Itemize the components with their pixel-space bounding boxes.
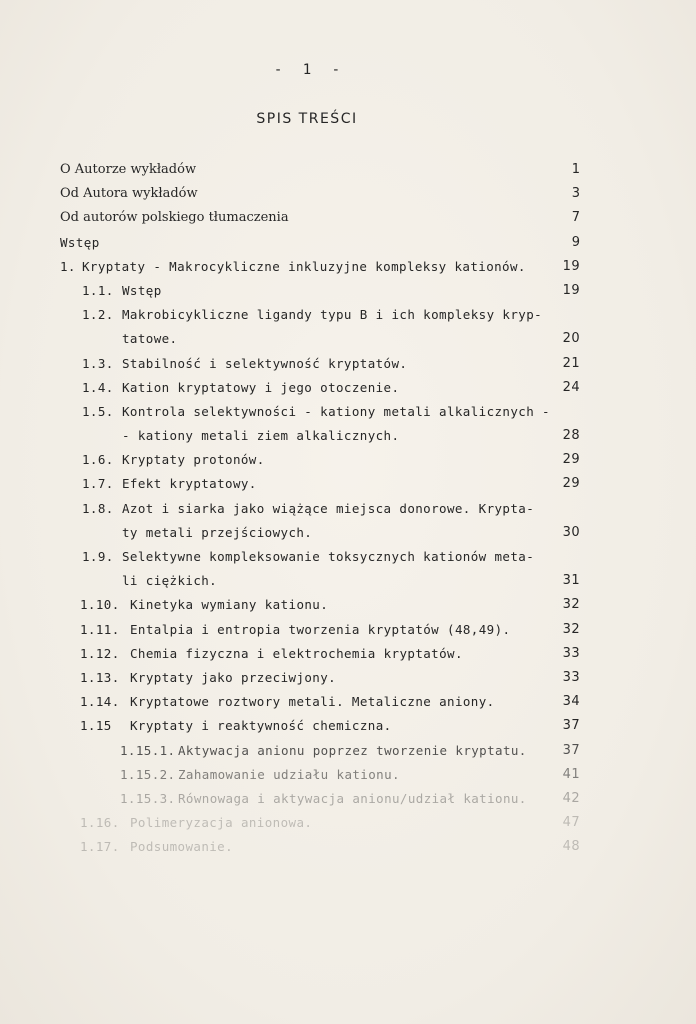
toc-entry xyxy=(60,206,580,230)
toc-entry xyxy=(60,376,580,400)
toc-entry-title: Makrobicykliczne ligandy typu B i ich kompleksy kryp- xyxy=(122,307,543,323)
toc-entry xyxy=(60,303,580,327)
toc-entry-title: Kontrola selektywności - kationy metali alkalicznych - xyxy=(122,403,550,419)
toc-entry xyxy=(60,182,580,206)
toc-entry xyxy=(60,835,580,859)
toc-entry-page: 41 xyxy=(562,766,580,782)
toc-entry xyxy=(60,593,580,617)
toc-entry-title: Od Autora wykładów xyxy=(60,186,198,202)
toc-entry-page: 29 xyxy=(562,452,580,468)
toc-entry-page: 32 xyxy=(562,621,580,637)
toc-entry-number: 1.16. xyxy=(80,815,120,831)
toc-entry-title: Entalpia i entropia tworzenia kryptatów (48,49). xyxy=(130,621,511,637)
toc-entry xyxy=(60,352,580,376)
toc-entry-page: 34 xyxy=(562,694,580,710)
toc-entry xyxy=(60,618,580,642)
toc-entry-number: 1.3. xyxy=(82,355,114,371)
toc-entry-number: 1.4. xyxy=(82,379,114,395)
toc-entry-number: 1.1. xyxy=(82,282,114,298)
toc-entry-page: 33 xyxy=(562,669,580,685)
toc-entry-title: Kryptatowe roztwory metali. Metaliczne aniony. xyxy=(130,694,495,710)
toc-entry-title: Efekt kryptatowy. xyxy=(122,476,257,492)
toc-entry xyxy=(60,448,580,472)
toc-entry-page: 47 xyxy=(562,815,580,831)
toc-entry-continuation xyxy=(60,424,580,448)
toc-entry-number: 1.9. xyxy=(82,549,114,564)
toc-entry-title: Kryptaty i reaktywność chemiczna. xyxy=(130,718,392,734)
toc-entry-number: 1.15.2. xyxy=(120,766,176,782)
toc-entry-number: 1.15 xyxy=(80,718,112,734)
toc-entry-title-cont: ty metali przejściowych. xyxy=(122,524,313,540)
toc-entry-title: Kation kryptatowy i jego otoczenie. xyxy=(122,379,400,395)
toc-entry-title: Selektywne kompleksowanie toksycznych kationów meta- xyxy=(122,549,535,564)
toc-entry-page: 9 xyxy=(571,234,580,250)
toc-entry-page: 7 xyxy=(571,210,580,226)
toc-entry-number: 1.14. xyxy=(80,694,120,710)
toc-entry-continuation xyxy=(60,569,580,593)
toc-entry xyxy=(60,787,580,811)
toc-entry xyxy=(60,763,580,787)
toc-entry-number: 1.12. xyxy=(80,645,120,661)
toc-entry-page: 32 xyxy=(562,597,580,613)
toc-entry xyxy=(60,497,580,521)
toc-title: SPIS TREŚCI xyxy=(256,111,358,127)
toc-entry-title-cont: li ciężkich. xyxy=(122,573,218,589)
toc-entry-page: 19 xyxy=(562,258,580,274)
toc-entry xyxy=(60,642,580,666)
toc-entry-number: 1.15.1. xyxy=(120,742,176,758)
toc-entry-title: Kryptaty protonów. xyxy=(122,452,265,468)
toc-entry-title-cont: - kationy metali ziem alkalicznych. xyxy=(122,428,400,444)
toc-entry-title: Równowaga i aktywacja anionu/udział kationu. xyxy=(178,790,527,806)
toc-entry-number: 1.13. xyxy=(80,669,120,685)
toc-entry-page: 3 xyxy=(571,186,580,202)
toc-entry-page: 48 xyxy=(562,839,580,855)
toc-entry xyxy=(60,400,580,424)
toc-entry xyxy=(60,545,580,569)
toc-entry-number: 1.10. xyxy=(80,597,120,613)
toc-entry xyxy=(60,279,580,303)
toc-entry-page: 29 xyxy=(562,476,580,492)
toc-entry xyxy=(60,811,580,835)
toc-entry-title: Aktywacja anionu poprzez tworzenie kryptatu. xyxy=(178,742,527,758)
toc-entry-page: 19 xyxy=(562,282,580,298)
toc-entry-page: 37 xyxy=(562,742,580,758)
toc-entry-title: Podsumowanie. xyxy=(130,839,234,855)
toc-entry-number: 1. xyxy=(60,258,76,274)
toc-entry-title: Kryptaty jako przeciwjony. xyxy=(130,669,337,685)
toc-entry xyxy=(60,255,580,279)
toc-entry xyxy=(60,472,580,496)
toc-entry-continuation xyxy=(60,521,580,545)
toc-entry-number: 1.15.3. xyxy=(120,790,176,806)
toc-entry-number: 1.11. xyxy=(80,621,120,637)
toc-entry-page: 20 xyxy=(562,331,580,347)
toc-entry-continuation xyxy=(60,327,580,351)
toc-entry-page: 33 xyxy=(562,645,580,661)
toc-entry-number: 1.5. xyxy=(82,403,114,419)
toc-entry-page: 42 xyxy=(562,790,580,806)
toc-entry-title: Wstęp xyxy=(60,234,100,250)
toc-entry-title: Chemia fizyczna i elektrochemia kryptatów. xyxy=(130,645,463,661)
toc-entry-page: 21 xyxy=(562,355,580,371)
toc-entry-page: 24 xyxy=(562,379,580,395)
toc-entry xyxy=(60,666,580,690)
toc-entry xyxy=(60,690,580,714)
toc-entry-number: 1.2. xyxy=(82,307,114,323)
toc-entry-page: 37 xyxy=(562,718,580,734)
toc-entry-title: Kryptaty - Makrocykliczne inkluzyjne kompleksy kationów. xyxy=(82,258,526,274)
toc-entry-page: 31 xyxy=(562,573,580,589)
toc-entry-page: 28 xyxy=(562,428,580,444)
toc-entry-title-cont: tatowe. xyxy=(122,331,178,347)
toc-entry-number: 1.8. xyxy=(82,500,114,516)
toc-entry-page: 30 xyxy=(562,524,580,540)
page-number: - 1 - xyxy=(273,62,347,78)
toc-entry-title: Polimeryzacja anionowa. xyxy=(130,815,313,831)
toc-entry-page: 1 xyxy=(571,162,580,177)
toc-entry-number: 1.6. xyxy=(82,452,114,468)
toc-entry-title: O Autorze wykładów xyxy=(60,162,197,177)
toc-entry-title: Wstęp xyxy=(122,282,162,298)
toc-entry-number: 1.17. xyxy=(80,839,120,855)
toc-entry xyxy=(60,714,580,738)
toc-entry-title: Azot i siarka jako wiążące miejsca donorowe. Krypta- xyxy=(122,500,535,516)
toc-entry xyxy=(60,158,580,182)
toc-entry-number: 1.7. xyxy=(82,476,114,492)
toc-entry-title: Kinetyka wymiany kationu. xyxy=(130,597,329,613)
toc-entry-title: Zahamowanie udziału kationu. xyxy=(178,766,400,782)
toc-entry xyxy=(60,739,580,763)
toc-entry xyxy=(60,231,580,255)
table-of-contents xyxy=(60,158,580,859)
toc-entry-title: Stabilność i selektywność kryptatów. xyxy=(122,355,408,371)
toc-entry-title: Od autorów polskiego tłumaczenia xyxy=(60,210,289,226)
